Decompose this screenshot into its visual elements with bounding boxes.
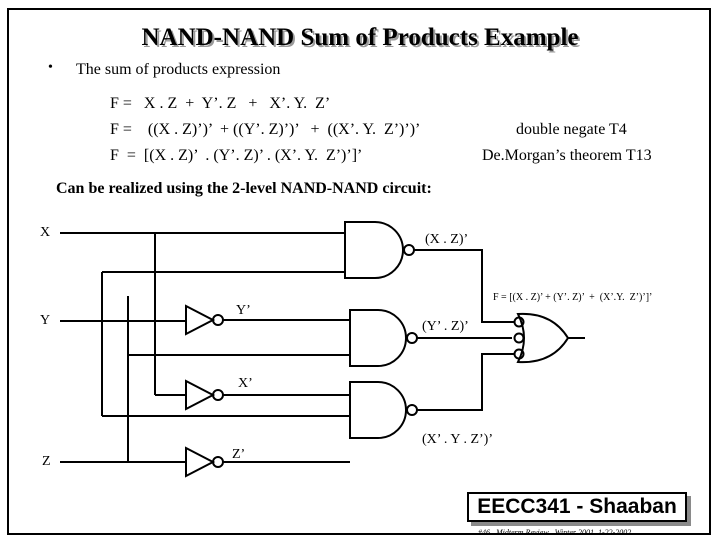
footer-note: #46 Midterm Review Winter 2001 1-22-2002 [478,528,632,537]
input-z-label: Z [42,454,51,469]
inverter-z [186,448,213,476]
gate-3-output-label: (X’ . Y . Z’)’ [422,432,494,447]
output-label: F = [(X . Z)’ + (Y’. Z)’ + (X’.Y. Z’)’]’ [493,292,653,303]
nand-gate-2 [350,310,406,366]
equation-3: F = [(X . Z)’ . (Y’. Z)’ . (X’. Y. Z’)’]’ [110,147,363,164]
nand-gate-1 [345,222,403,278]
output-gate [518,314,568,362]
equation-3-note: De.Morgan’s theorem T13 [482,147,652,164]
slide-title: NAND-NAND Sum of Products Example [141,24,579,51]
nand-gate-3 [350,382,406,438]
equation-2-note: double negate T4 [516,121,627,138]
circuit-caption: Can be realized using the 2-level NAND-NAND circuit: [56,180,432,197]
course-badge: EECC341 - Shaaban [467,492,687,522]
intro-text: The sum of products expression [76,61,281,78]
inverter-x-label: X’ [238,376,253,391]
equation-2: F = ((X . Z)’)’ + ((Y’. Z)’)’ + ((X’. Y. Z’)’)’ [110,121,421,138]
gate-2-output-label: (Y’ . Z)’ [422,319,469,334]
bullet-dot: • [48,60,53,75]
gate-1-output-label: (X . Z)’ [425,232,469,247]
input-x-label: X [40,225,51,240]
inverter-y-label: Y’ [236,303,251,318]
inverter-y [186,306,213,334]
input-y-label: Y [40,313,51,328]
equation-1: F = X . Z + Y’. Z + X’. Y. Z’ [110,95,331,112]
inverter-x [186,381,213,409]
inverter-z-label: Z’ [232,447,246,462]
